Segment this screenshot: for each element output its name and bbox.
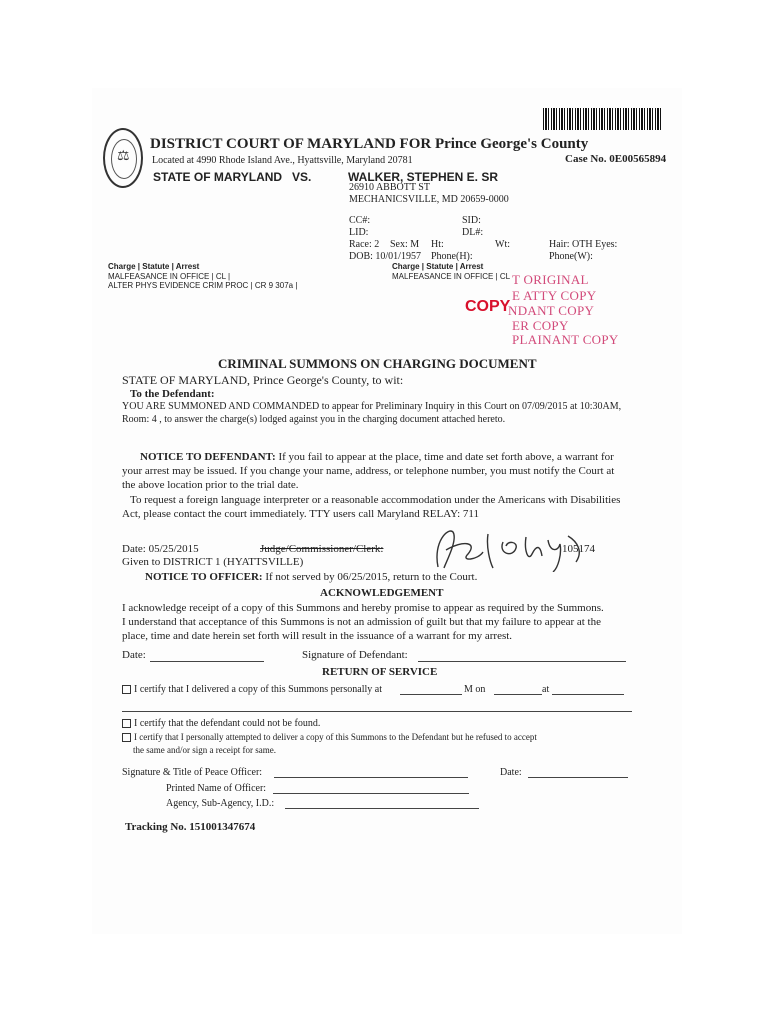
service-option-not-found xyxy=(122,718,320,729)
service-m-on-label: M on xyxy=(464,684,486,695)
court-title: DISTRICT COURT OF MARYLAND FOR Prince George's County xyxy=(150,136,589,152)
ack-date-label: Date: xyxy=(122,649,146,661)
notice-line2: your arrest may be issued. If you change your name, address, or telephone number, you must notify the Court at xyxy=(122,465,615,477)
defendant-address-line1: 26910 ABBOTT ST xyxy=(349,182,430,193)
ack-signature-label: Signature of Defendant: xyxy=(302,649,408,661)
sex-field: Sex: M xyxy=(390,239,420,250)
interpreter-line2: Act, please contact the court immediately. TTY users call Maryland RELAY: 711 xyxy=(122,508,480,520)
officer-label: NOTICE TO OFFICER: xyxy=(145,571,263,583)
ack-line1: I acknowledge receipt of a copy of this Summons and hereby promise to appear as required by the Summons. xyxy=(122,602,604,614)
officer-date-line[interactable] xyxy=(528,777,628,778)
checkbox-refused[interactable] xyxy=(122,733,131,742)
notice-text: If you fail to appear at the place, time and date set forth above, a warrant for xyxy=(275,451,614,463)
checkbox-delivered[interactable] xyxy=(122,685,131,694)
plaintiff: STATE OF MARYLAND xyxy=(153,170,283,184)
cc-field: CC#: xyxy=(349,215,371,226)
charge-left-line2: ALTER PHYS EVIDENCE CRIM PROC | CR 9 307a | xyxy=(108,281,298,290)
officer-agency-label: Agency, Sub-Agency, I.D.: xyxy=(166,798,275,809)
court-seal: ⚖ xyxy=(103,128,143,188)
stamp-line-original: T ORIGINAL xyxy=(512,272,589,287)
officer-printed-name-label: Printed Name of Officer: xyxy=(166,783,267,794)
summons-body-line2: Room: 4 , to answer the charge(s) lodged against you in the charging document attached hereto. xyxy=(122,414,506,425)
judge-signature xyxy=(408,522,608,572)
weight-field: Wt: xyxy=(495,239,510,250)
interpreter-line1: To request a foreign language interpreter or a reasonable accommodation under the Americans with Disabilities xyxy=(130,494,621,506)
service-option-delivered xyxy=(122,684,382,695)
service-option-refused-line2: the same and/or sign a receipt for same. xyxy=(133,745,276,755)
court-location: Located at 4990 Rhode Island Ave., Hyattsville, Maryland 20781 xyxy=(152,155,413,166)
lid-field: LID: xyxy=(349,227,369,238)
officer-text: If not served by 06/25/2015, return to the Court. xyxy=(262,571,478,583)
service-location-line[interactable] xyxy=(552,694,624,695)
ack-line2: I understand that acceptance of this Summons is not an admission of guilt but that my failure to appear at the xyxy=(122,616,601,628)
defendant-name: WALKER, STEPHEN E. SR xyxy=(348,170,499,184)
service-option-not-found-text: I certify that the defendant could not be found. xyxy=(134,718,321,729)
height-field: Ht: xyxy=(431,239,444,250)
service-date-line[interactable] xyxy=(494,694,542,695)
notice-line1 xyxy=(140,451,614,463)
officer-signature-line[interactable] xyxy=(274,777,468,778)
phone-home-field: Phone(H): xyxy=(431,251,473,262)
given-to: Given to DISTRICT 1 (HYATTSVILLE) xyxy=(122,556,304,568)
charge-header-right: Charge | Statute | Arrest xyxy=(392,262,484,271)
notice-line3: the above location prior to the trial date. xyxy=(122,479,299,491)
service-continuation-line[interactable] xyxy=(122,711,632,712)
checkbox-not-found[interactable] xyxy=(122,719,131,728)
stamp-line-complainant: PLAINANT COPY xyxy=(512,332,619,347)
stamp-line-other: ER COPY xyxy=(512,318,569,333)
vs-label: VS. xyxy=(292,170,312,184)
race-field: Race: 2 xyxy=(349,239,380,250)
case-number: Case No. 0E00565894 xyxy=(565,153,667,165)
charge-right-line1: MALFEASANCE IN OFFICE | CL xyxy=(392,272,511,281)
officer-printed-name-line[interactable] xyxy=(273,793,469,794)
charge-left-line1: MALFEASANCE IN OFFICE | CL | xyxy=(108,272,231,281)
tracking-number: Tracking No. 151001347674 xyxy=(125,821,256,833)
stamp-line-atty: E ATTY COPY xyxy=(512,288,597,303)
service-at-label: at xyxy=(542,684,550,695)
sid-field: SID: xyxy=(462,215,481,226)
service-option-refused xyxy=(122,732,537,742)
summons-title: CRIMINAL SUMMONS ON CHARGING DOCUMENT xyxy=(218,356,537,371)
defendant-address-line2: MECHANICSVILLE, MD 20659-0000 xyxy=(349,194,509,205)
issue-date: Date: 05/25/2015 xyxy=(122,543,199,555)
stamp-line-defendant: NDANT COPY xyxy=(508,303,595,318)
summons-body-line1: YOU ARE SUMMONED AND COMMANDED to appear for Preliminary Inquiry in this Court on 07/09/2015 at 10:30AM, xyxy=(122,401,622,412)
notice-to-officer xyxy=(145,571,477,583)
ack-date-line[interactable] xyxy=(150,661,264,662)
hair-eyes-field: Hair: OTH Eyes: xyxy=(549,239,618,250)
phone-work-field: Phone(W): xyxy=(549,251,593,262)
copy-stamp: COPY xyxy=(465,298,511,315)
to-defendant-label: To the Defendant: xyxy=(130,388,215,400)
state-line: STATE OF MARYLAND, Prince George's County, to wit: xyxy=(122,373,404,387)
officer-agency-line[interactable] xyxy=(285,808,479,809)
judge-label: Judge/Commissioner/Clerk: xyxy=(260,543,384,555)
service-option-delivered-text: I certify that I delivered a copy of this Summons personally at xyxy=(134,684,382,695)
barcode xyxy=(543,108,661,130)
acknowledgement-title: ACKNOWLEDGEMENT xyxy=(320,587,444,599)
ack-signature-line[interactable] xyxy=(418,661,626,662)
return-of-service-title: RETURN OF SERVICE xyxy=(322,666,438,678)
judge-id: 105174 xyxy=(562,543,595,555)
service-time-line[interactable] xyxy=(400,694,462,695)
dl-field: DL#: xyxy=(462,227,484,238)
notice-label: NOTICE TO DEFENDANT: xyxy=(140,451,276,463)
officer-signature-label: Signature & Title of Peace Officer: xyxy=(122,767,263,778)
dob-field: DOB: 10/01/1957 xyxy=(349,251,421,262)
charge-header-left: Charge | Statute | Arrest xyxy=(108,262,200,271)
service-option-refused-text: I certify that I personally attempted to deliver a copy of this Summons to the Defendant but he refused to accept xyxy=(134,732,537,742)
ack-line3: place, time and date herein set forth will result in the issuance of a warrant for my arrest. xyxy=(122,630,513,642)
officer-date-label: Date: xyxy=(500,767,522,778)
